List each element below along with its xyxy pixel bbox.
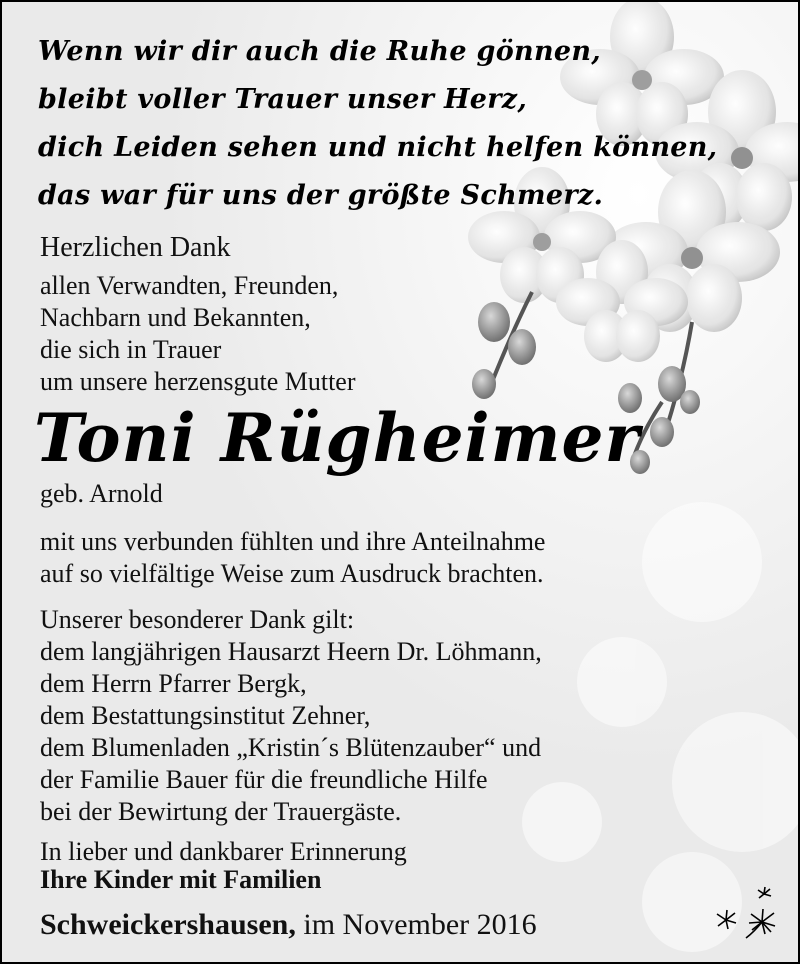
- place: Schweickershausen,: [40, 908, 296, 941]
- poem-line: dich Leiden sehen und nicht helfen können,: [38, 132, 718, 163]
- thanks-line: Nachbarn und Bekannten,: [40, 303, 311, 332]
- thanks-text: [40, 270, 356, 398]
- special-thanks: [40, 604, 542, 828]
- closing-family: Ihre Kinder mit Familien: [40, 865, 322, 894]
- special-thanks-line: Unserer besonderer Dank gilt:: [40, 605, 355, 634]
- special-thanks-line: dem Herrn Pfarrer Bergk,: [40, 669, 307, 698]
- thanks-line: um unsere herzensgute Mutter: [40, 367, 356, 396]
- sympathy-line: auf so vielfältige Weise zum Ausdruck brachten.: [40, 559, 544, 588]
- sympathy-line: mit uns verbunden fühlten und ihre Anteilnahme: [40, 527, 546, 556]
- poem-line: Wenn wir dir auch die Ruhe gönnen,: [38, 36, 601, 67]
- special-thanks-line: dem langjährigen Hausarzt Heern Dr. Löhmann,: [40, 637, 542, 666]
- thanks-line: allen Verwandten, Freunden,: [40, 271, 339, 300]
- thanks-heading: Herzlichen Dank: [40, 232, 231, 263]
- deceased-name: Toni Rügheimer: [34, 399, 641, 477]
- thanks-line: die sich in Trauer: [40, 335, 222, 364]
- special-thanks-line: bei der Bewirtung der Trauergäste.: [40, 797, 402, 826]
- poem-line: bleibt voller Trauer unser Herz,: [38, 84, 528, 115]
- dandelion-icon: [706, 882, 786, 942]
- date: im November 2016: [295, 908, 537, 941]
- sympathy-text: [40, 526, 545, 590]
- poem: [38, 28, 717, 220]
- poem-line: das war für uns der größte Schmerz.: [38, 180, 604, 211]
- special-thanks-line: der Familie Bauer für die freundliche Hilfe: [40, 765, 488, 794]
- birth-name: geb. Arnold: [40, 479, 163, 508]
- closing-line: In lieber und dankbarer Erinnerung: [40, 837, 407, 866]
- place-date: [40, 908, 537, 942]
- special-thanks-line: dem Blumenladen „Kristin´s Blütenzauber“ und: [40, 733, 542, 762]
- special-thanks-line: dem Bestattungsinstitut Zehner,: [40, 701, 371, 730]
